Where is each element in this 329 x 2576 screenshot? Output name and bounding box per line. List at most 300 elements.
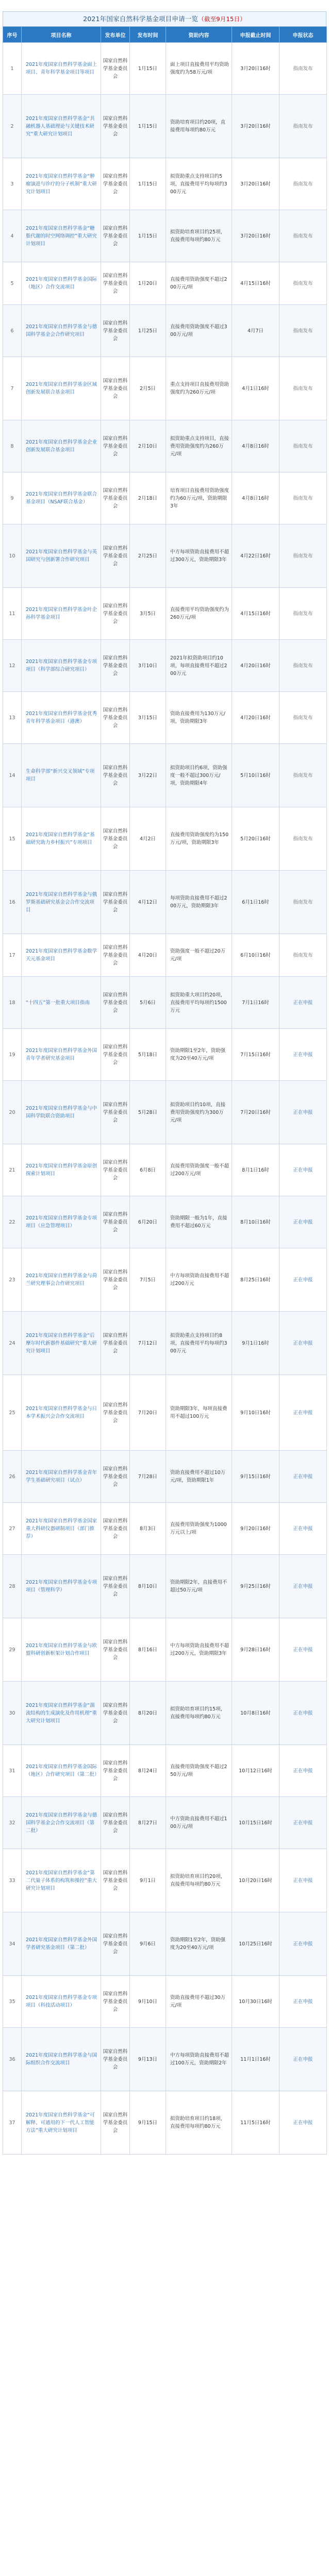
table-row bbox=[3, 871, 327, 934]
row-project-name[interactable]: 2021年度国家自然科学基金原创探索计划项目 bbox=[22, 1144, 101, 1196]
row-funding-content: 资助强度一般不超过20万元/项 bbox=[166, 934, 232, 977]
row-project-name[interactable]: 2021年度国家自然科学基金国家重大科研仪器研制项目（部门推荐） bbox=[22, 1503, 101, 1555]
table-title-note: （截至9月15日） bbox=[198, 15, 246, 23]
table-row bbox=[3, 1248, 327, 1312]
row-project-name[interactable]: 2021年度国家自然科学基金区域创新发展联合基金项目 bbox=[22, 357, 101, 420]
row-status: 正在申报 bbox=[279, 1312, 327, 1375]
row-status: 正在申报 bbox=[279, 1248, 327, 1312]
header-publish-date: 发布时间 bbox=[130, 27, 166, 43]
row-publish-date: 2月25日 bbox=[130, 524, 166, 588]
row-status: 正在申报 bbox=[279, 1503, 327, 1555]
row-deadline: 10月15日16时 bbox=[232, 1797, 279, 1849]
row-deadline: 10月25日16时 bbox=[232, 1912, 279, 1976]
row-publish-date: 1月15日 bbox=[130, 43, 166, 95]
row-index: 16 bbox=[3, 871, 22, 934]
row-deadline: 4月8日16时 bbox=[232, 420, 279, 472]
row-funding-content: 重点支持项目直接费用资助强度约为260万元/项 bbox=[166, 357, 232, 420]
row-publish-date: 1月15日 bbox=[130, 158, 166, 210]
row-funding-content: 拟资助项目约10项，直接费用资助强度约为300万元/项 bbox=[166, 1081, 232, 1144]
row-funding-content: 拟资助重点支持项目，直接费用资助强度约为260万元/项 bbox=[166, 420, 232, 472]
row-project-name[interactable]: 2021年度国家自然科学基金与国际组织合作交流项目 bbox=[22, 2028, 101, 2091]
row-issuer: 国家自然科学基金委员会 bbox=[101, 305, 130, 357]
row-funding-content: 直接费用资助强度不超过250万元/项 bbox=[166, 1745, 232, 1797]
row-status: 正在申报 bbox=[279, 1912, 327, 1976]
row-publish-date: 8月24日 bbox=[130, 1745, 166, 1797]
row-index: 8 bbox=[3, 420, 22, 472]
funding-table bbox=[3, 26, 327, 2155]
row-issuer: 国家自然科学基金委员会 bbox=[101, 357, 130, 420]
row-deadline: 8月1日16时 bbox=[232, 1144, 279, 1196]
row-publish-date: 9月13日 bbox=[130, 2028, 166, 2091]
row-index: 24 bbox=[3, 1312, 22, 1375]
table-row bbox=[3, 472, 327, 524]
row-funding-content: 资助期限1至2年，资助强度为20至40万元/项 bbox=[166, 1029, 232, 1081]
row-index: 19 bbox=[3, 1029, 22, 1081]
row-status: 正在申报 bbox=[279, 1555, 327, 1618]
row-funding-content: 拟资助重点支持项目约8项，直接费用平均每项约300万元 bbox=[166, 1312, 232, 1375]
row-deadline: 4月15日16时 bbox=[232, 262, 279, 305]
row-index: 13 bbox=[3, 692, 22, 744]
row-status: 指南发布 bbox=[279, 357, 327, 420]
table-title bbox=[3, 11, 326, 26]
row-deadline: 4月1日16时 bbox=[232, 357, 279, 420]
row-deadline: 3月20日16时 bbox=[232, 95, 279, 158]
table-row bbox=[3, 524, 327, 588]
row-status: 正在申报 bbox=[279, 1029, 327, 1081]
row-issuer: 国家自然科学基金委员会 bbox=[101, 1081, 130, 1144]
table-row bbox=[3, 420, 327, 472]
row-issuer: 国家自然科学基金委员会 bbox=[101, 472, 130, 524]
row-issuer: 国家自然科学基金委员会 bbox=[101, 1144, 130, 1196]
table-row bbox=[3, 1976, 327, 2028]
row-publish-date: 1月25日 bbox=[130, 305, 166, 357]
row-funding-content: 中方每项资助直接费用不超过300万元，资助期限3年 bbox=[166, 524, 232, 588]
row-funding-content: 拟资助培育项目约20项，直接费用每项约80万元 bbox=[166, 1849, 232, 1912]
row-project-name[interactable]: 2021年度国家自然科学基金“糖脂代谢的时空网络调控”重大研究计划项目 bbox=[22, 210, 101, 262]
row-deadline: 4月8日16时 bbox=[232, 472, 279, 524]
table-row bbox=[3, 2091, 327, 2155]
table-row bbox=[3, 210, 327, 262]
row-project-name[interactable]: 2021年度国家自然科学基金与日本学术振兴会合作交流项目 bbox=[22, 1375, 101, 1451]
row-index: 35 bbox=[3, 1976, 22, 2028]
row-project-name[interactable]: 2021年度国家自然科学基金“基础研究助力乡村振兴”专项项目 bbox=[22, 807, 101, 871]
row-index: 20 bbox=[3, 1081, 22, 1144]
row-publish-date: 3月15日 bbox=[130, 692, 166, 744]
row-project-name[interactable]: 2021年度国家自然科学基金国际（地区）合作研究项目（第二批） bbox=[22, 1745, 101, 1797]
row-funding-content: 直接费用资助强度不超过300万元/项 bbox=[166, 305, 232, 357]
row-publish-date: 2月5日 bbox=[130, 357, 166, 420]
row-index: 30 bbox=[3, 1682, 22, 1745]
row-project-name[interactable]: 2021年度国家自然科学基金与德国科学基金会合作交流项目（第二批） bbox=[22, 1797, 101, 1849]
row-project-name[interactable]: 2021年度国家自然科学基金“肿瘤演进与诊疗的分子机制”重大研究计划项目 bbox=[22, 158, 101, 210]
row-funding-content: 中方资助直接费用不超过100万元/项 bbox=[166, 1797, 232, 1849]
row-status: 正在申报 bbox=[279, 1081, 327, 1144]
row-issuer: 国家自然科学基金委员会 bbox=[101, 807, 130, 871]
row-issuer: 国家自然科学基金委员会 bbox=[101, 2028, 130, 2091]
row-publish-date: 4月20日 bbox=[130, 934, 166, 977]
row-deadline: 4月7日 bbox=[232, 305, 279, 357]
row-funding-content: 拟资助培育项目约18项，直接费用每项约80万元 bbox=[166, 2091, 232, 2155]
row-deadline: 4月22日16时 bbox=[232, 524, 279, 588]
header-deadline: 申报截止时间 bbox=[232, 27, 279, 43]
row-project-name[interactable]: 2021年度国家自然科学基金与荷兰研究理事会合作研究项目 bbox=[22, 1248, 101, 1312]
table-row bbox=[3, 262, 327, 305]
row-issuer: 国家自然科学基金委员会 bbox=[101, 871, 130, 934]
table-row bbox=[3, 357, 327, 420]
row-publish-date: 5月18日 bbox=[130, 1029, 166, 1081]
row-publish-date: 9月15日 bbox=[130, 2091, 166, 2155]
row-index: 2 bbox=[3, 95, 22, 158]
row-status: 指南发布 bbox=[279, 95, 327, 158]
row-index: 21 bbox=[3, 1144, 22, 1196]
row-issuer: 国家自然科学基金委员会 bbox=[101, 262, 130, 305]
row-deadline: 5月10日16时 bbox=[232, 744, 279, 807]
row-project-name[interactable]: 2021年度国家自然科学基金“第二代量子体系的构筑和操控”重大研究计划项目 bbox=[22, 1849, 101, 1912]
row-index: 26 bbox=[3, 1451, 22, 1503]
row-deadline: 3月20日16时 bbox=[232, 43, 279, 95]
table-row bbox=[3, 1618, 327, 1682]
table-row bbox=[3, 588, 327, 640]
header-funding-content: 资助内容 bbox=[166, 27, 232, 43]
row-publish-date: 2月10日 bbox=[130, 420, 166, 472]
row-project-name[interactable]: 2021年度国家自然科学基金“可解释、可通用的下一代人工智能方法”重大研究计划项目 bbox=[22, 2091, 101, 2155]
row-issuer: 国家自然科学基金委员会 bbox=[101, 744, 130, 807]
row-issuer: 国家自然科学基金委员会 bbox=[101, 1503, 130, 1555]
row-index: 7 bbox=[3, 357, 22, 420]
row-project-name[interactable]: 2021年度国家自然科学基金企业创新发展联合基金项目 bbox=[22, 420, 101, 472]
row-funding-content: 拟资助重大项目约20项，直接费用平均每项约1500万元 bbox=[166, 977, 232, 1029]
row-status: 指南发布 bbox=[279, 472, 327, 524]
header-status: 申报状态 bbox=[279, 27, 327, 43]
row-status: 指南发布 bbox=[279, 262, 327, 305]
row-publish-date: 1月15日 bbox=[130, 210, 166, 262]
row-deadline: 10月30日16时 bbox=[232, 1976, 279, 2028]
row-issuer: 国家自然科学基金委员会 bbox=[101, 588, 130, 640]
table-row bbox=[3, 2028, 327, 2091]
row-publish-date: 1月15日 bbox=[130, 95, 166, 158]
row-issuer: 国家自然科学基金委员会 bbox=[101, 420, 130, 472]
row-status: 指南发布 bbox=[279, 524, 327, 588]
row-status: 指南发布 bbox=[279, 210, 327, 262]
row-publish-date: 4月12日 bbox=[130, 871, 166, 934]
row-index: 27 bbox=[3, 1503, 22, 1555]
row-issuer: 国家自然科学基金委员会 bbox=[101, 1682, 130, 1745]
table-row bbox=[3, 934, 327, 977]
table-row bbox=[3, 305, 327, 357]
row-index: 37 bbox=[3, 2091, 22, 2155]
row-deadline: 7月1日16时 bbox=[232, 977, 279, 1029]
row-issuer: 国家自然科学基金委员会 bbox=[101, 210, 130, 262]
row-issuer: 国家自然科学基金委员会 bbox=[101, 1375, 130, 1451]
row-issuer: 国家自然科学基金委员会 bbox=[101, 1312, 130, 1375]
row-status: 正在申报 bbox=[279, 1797, 327, 1849]
row-issuer: 国家自然科学基金委员会 bbox=[101, 1196, 130, 1248]
row-funding-content: 中方每项资助直接费用不超过100万元，资助期限2年 bbox=[166, 2028, 232, 2091]
row-index: 32 bbox=[3, 1797, 22, 1849]
row-status: 指南发布 bbox=[279, 588, 327, 640]
row-project-name[interactable]: 2021年度国家自然科学基金专项项目（科学部综合研究项目） bbox=[22, 640, 101, 692]
row-project-name[interactable]: 2021年度国家自然科学基金外国青年学者研究基金项目 bbox=[22, 1029, 101, 1081]
row-deadline: 8月10日16时 bbox=[232, 1196, 279, 1248]
row-index: 29 bbox=[3, 1618, 22, 1682]
row-funding-content: 资助直接费用不超过30万元/项 bbox=[166, 1976, 232, 2028]
row-project-name[interactable]: 2021年度国家自然科学基金与德国科学基金会合作研究项目 bbox=[22, 305, 101, 357]
page bbox=[3, 0, 326, 2160]
row-project-name[interactable]: 2021年度国家自然科学基金优秀青年科学基金项目（港澳） bbox=[22, 692, 101, 744]
table-row bbox=[3, 1312, 327, 1375]
row-project-name[interactable]: 2021年度国家自然科学基金与俄罗斯基础研究基金会合作交流项目 bbox=[22, 871, 101, 934]
row-status: 指南发布 bbox=[279, 305, 327, 357]
row-funding-content: 直接费用资助强度为1000万元以上/项 bbox=[166, 1503, 232, 1555]
row-publish-date: 3月10日 bbox=[130, 640, 166, 692]
row-project-name[interactable]: 2021年度国家自然科学基金数学天元基金项目 bbox=[22, 934, 101, 977]
row-issuer: 国家自然科学基金委员会 bbox=[101, 43, 130, 95]
row-publish-date: 5月28日 bbox=[130, 1081, 166, 1144]
table-row bbox=[3, 640, 327, 692]
row-issuer: 国家自然科学基金委员会 bbox=[101, 524, 130, 588]
row-status: 正在申报 bbox=[279, 1618, 327, 1682]
row-publish-date: 9月6日 bbox=[130, 1912, 166, 1976]
table-row bbox=[3, 692, 327, 744]
row-issuer: 国家自然科学基金委员会 bbox=[101, 1745, 130, 1797]
row-project-name[interactable]: 2021年度国家自然科学基金国际（地区）合作交流项目 bbox=[22, 262, 101, 305]
row-funding-content: 拟资助重点支持项目约5项，直接费用平均每项约300万元 bbox=[166, 158, 232, 210]
row-issuer: 国家自然科学基金委员会 bbox=[101, 95, 130, 158]
row-deadline: 4月20日16时 bbox=[232, 692, 279, 744]
row-index: 4 bbox=[3, 210, 22, 262]
row-issuer: 国家自然科学基金委员会 bbox=[101, 977, 130, 1029]
row-deadline: 11月5日16时 bbox=[232, 2091, 279, 2155]
row-deadline: 9月25日16时 bbox=[232, 1555, 279, 1618]
row-status: 指南发布 bbox=[279, 420, 327, 472]
row-deadline: 6月1日16时 bbox=[232, 871, 279, 934]
row-publish-date: 5月6日 bbox=[130, 977, 166, 1029]
table-row bbox=[3, 1682, 327, 1745]
row-deadline: 4月20日16时 bbox=[232, 640, 279, 692]
row-funding-content: 资助直接费用不超过10万元/项，资助期限1年 bbox=[166, 1451, 232, 1503]
row-funding-content: 资助培育项目约20项，直接费用每项约80万元 bbox=[166, 95, 232, 158]
table-row bbox=[3, 1503, 327, 1555]
row-index: 34 bbox=[3, 1912, 22, 1976]
row-deadline: 7月15日16时 bbox=[232, 1029, 279, 1081]
row-project-name[interactable]: 2021年度国家自然科学基金与中国科学院联合资助项目 bbox=[22, 1081, 101, 1144]
table-row bbox=[3, 1144, 327, 1196]
row-deadline: 10月20日16时 bbox=[232, 1849, 279, 1912]
table-row bbox=[3, 43, 327, 95]
row-issuer: 国家自然科学基金委员会 bbox=[101, 640, 130, 692]
table-header-row bbox=[3, 27, 327, 43]
row-deadline: 5月20日16时 bbox=[232, 807, 279, 871]
row-issuer: 国家自然科学基金委员会 bbox=[101, 1248, 130, 1312]
row-issuer: 国家自然科学基金委员会 bbox=[101, 1451, 130, 1503]
row-index: 5 bbox=[3, 262, 22, 305]
row-project-name[interactable]: 2021年度国家自然科学基金联合基金项目（NSAF联合基金） bbox=[22, 472, 101, 524]
row-deadline: 3月20日16时 bbox=[232, 210, 279, 262]
row-funding-content: 拟资助培育项目约25项，直接费用每项约80万元 bbox=[166, 210, 232, 262]
row-issuer: 国家自然科学基金委员会 bbox=[101, 1976, 130, 2028]
row-funding-content: 直接费用平均资助强度约为260万元/项 bbox=[166, 588, 232, 640]
row-publish-date: 4月2日 bbox=[130, 807, 166, 871]
row-publish-date: 8月10日 bbox=[130, 1555, 166, 1618]
row-publish-date: 8月16日 bbox=[130, 1618, 166, 1682]
row-index: 10 bbox=[3, 524, 22, 588]
row-index: 14 bbox=[3, 744, 22, 807]
row-deadline: 6月10日16时 bbox=[232, 934, 279, 977]
table-row bbox=[3, 807, 327, 871]
row-status: 正在申报 bbox=[279, 1144, 327, 1196]
row-project-name[interactable]: 生命科学部“新兴交叉领域”专项项目 bbox=[22, 744, 101, 807]
row-funding-content: 2021年拟资助项目约10项，每项直接费用不超过200万元 bbox=[166, 640, 232, 692]
row-funding-content: 面上项目直接费用平均资助强度约为58万元/项 bbox=[166, 43, 232, 95]
row-issuer: 国家自然科学基金委员会 bbox=[101, 692, 130, 744]
row-status: 正在申报 bbox=[279, 1849, 327, 1912]
row-publish-date: 3月5日 bbox=[130, 588, 166, 640]
row-publish-date: 8月3日 bbox=[130, 1503, 166, 1555]
row-project-name[interactable]: 2021年度国家自然科学基金面上项目、青年科学基金项目等项目 bbox=[22, 43, 101, 95]
row-deadline: 10月12日16时 bbox=[232, 1745, 279, 1797]
row-funding-content: 每项资助直接费用不超过200万元，资助期限3年 bbox=[166, 871, 232, 934]
row-funding-content: 中方每项资助直接费用不超过200万元，资助期限3年 bbox=[166, 1618, 232, 1682]
row-status: 指南发布 bbox=[279, 692, 327, 744]
table-row bbox=[3, 158, 327, 210]
table-row bbox=[3, 1081, 327, 1144]
row-funding-content: 直接费用资助强度约为150万元/项，资助期限3年 bbox=[166, 807, 232, 871]
row-status: 正在申报 bbox=[279, 1375, 327, 1451]
row-project-name[interactable]: 2021年度国家自然科学基金叶企孙科学基金项目 bbox=[22, 588, 101, 640]
row-status: 正在申报 bbox=[279, 1682, 327, 1745]
row-status: 正在申报 bbox=[279, 2091, 327, 2155]
row-status: 指南发布 bbox=[279, 640, 327, 692]
row-project-name[interactable]: 2021年度国家自然科学基金外国学者研究基金项目（第二批） bbox=[22, 1912, 101, 1976]
row-project-name[interactable]: 2021年度国家自然科学基金专项项目（应急管理项目） bbox=[22, 1196, 101, 1248]
table-row bbox=[3, 1849, 327, 1912]
table-row bbox=[3, 1745, 327, 1797]
row-issuer: 国家自然科学基金委员会 bbox=[101, 1849, 130, 1912]
row-project-name[interactable]: 2021年度国家自然科学基金青年学生基础研究项目（试点） bbox=[22, 1451, 101, 1503]
row-issuer: 国家自然科学基金委员会 bbox=[101, 158, 130, 210]
row-index: 28 bbox=[3, 1555, 22, 1618]
table-row bbox=[3, 1797, 327, 1849]
table-row bbox=[3, 1912, 327, 1976]
row-deadline: 10月8日16时 bbox=[232, 1682, 279, 1745]
table-row bbox=[3, 1451, 327, 1503]
table-row bbox=[3, 1555, 327, 1618]
row-project-name[interactable]: 2021年度国家自然科学基金专项项目（管理科学） bbox=[22, 1555, 101, 1618]
row-status: 指南发布 bbox=[279, 871, 327, 934]
row-status: 正在申报 bbox=[279, 1976, 327, 2028]
row-index: 18 bbox=[3, 977, 22, 1029]
row-status: 正在申报 bbox=[279, 1451, 327, 1503]
row-funding-content: 资助期限一般为1年，直接费用不超过60万元 bbox=[166, 1196, 232, 1248]
row-publish-date: 3月22日 bbox=[130, 744, 166, 807]
row-deadline: 11月1日16时 bbox=[232, 2028, 279, 2091]
row-index: 3 bbox=[3, 158, 22, 210]
row-project-name[interactable]: 2021年度国家自然科学基金专项项目（科技活动项目） bbox=[22, 1976, 101, 2028]
row-deadline: 7月20日16时 bbox=[232, 1081, 279, 1144]
row-index: 31 bbox=[3, 1745, 22, 1797]
row-project-name[interactable]: 2021年度国家自然科学基金与欧盟科研创新框架计划合作项目 bbox=[22, 1618, 101, 1682]
row-status: 指南发布 bbox=[279, 744, 327, 807]
row-publish-date: 7月12日 bbox=[130, 1312, 166, 1375]
row-status: 正在申报 bbox=[279, 977, 327, 1029]
table-row bbox=[3, 744, 327, 807]
row-funding-content: 中方每项资助直接费用不超过200万元 bbox=[166, 1248, 232, 1312]
row-project-name[interactable]: 2021年度国家自然科学基金“后摩尔时代新器件基础研究”重大研究计划项目 bbox=[22, 1312, 101, 1375]
table-row bbox=[3, 977, 327, 1029]
row-issuer: 国家自然科学基金委员会 bbox=[101, 1555, 130, 1618]
row-index: 6 bbox=[3, 305, 22, 357]
row-issuer: 国家自然科学基金委员会 bbox=[101, 1618, 130, 1682]
row-publish-date: 8月20日 bbox=[130, 1682, 166, 1745]
row-publish-date: 1月20日 bbox=[130, 262, 166, 305]
row-status: 指南发布 bbox=[279, 43, 327, 95]
row-deadline: 9月20日16时 bbox=[232, 1503, 279, 1555]
table-body bbox=[3, 43, 327, 2155]
row-funding-content: 资助直接费用为130万元/项，资助期限3年 bbox=[166, 692, 232, 744]
row-status: 指南发布 bbox=[279, 934, 327, 977]
row-funding-content: 直接费用资助强度不超过200万元/项 bbox=[166, 262, 232, 305]
row-deadline: 8月25日16时 bbox=[232, 1248, 279, 1312]
row-index: 17 bbox=[3, 934, 22, 977]
row-issuer: 国家自然科学基金委员会 bbox=[101, 934, 130, 977]
row-index: 33 bbox=[3, 1849, 22, 1912]
row-deadline: 9月1日16时 bbox=[232, 1312, 279, 1375]
row-publish-date: 9月10日 bbox=[130, 1976, 166, 2028]
row-project-name[interactable]: 2021年度国家自然科学基金“湍流结构的生成演化及作用机理”重大研究计划项目 bbox=[22, 1682, 101, 1745]
row-publish-date: 8月27日 bbox=[130, 1797, 166, 1849]
row-publish-date: 9月1日 bbox=[130, 1849, 166, 1912]
row-status: 指南发布 bbox=[279, 807, 327, 871]
row-publish-date: 6月20日 bbox=[130, 1196, 166, 1248]
row-deadline: 9月15日16时 bbox=[232, 1451, 279, 1503]
row-issuer: 国家自然科学基金委员会 bbox=[101, 1912, 130, 1976]
row-issuer: 国家自然科学基金委员会 bbox=[101, 1029, 130, 1081]
row-publish-date: 6月8日 bbox=[130, 1144, 166, 1196]
header-index: 序号 bbox=[3, 27, 22, 43]
table-row bbox=[3, 1196, 327, 1248]
table-title-text: 2021年国家自然科学基金项目申请一览 bbox=[83, 15, 199, 23]
row-index: 15 bbox=[3, 807, 22, 871]
table-row bbox=[3, 1029, 327, 1081]
row-index: 22 bbox=[3, 1196, 22, 1248]
row-funding-content: 资助期限2年，直接费用不超过50万元/项 bbox=[166, 1555, 232, 1618]
row-issuer: 国家自然科学基金委员会 bbox=[101, 2091, 130, 2155]
row-project-name[interactable]: 2021年度国家自然科学基金“共融机器人基础理论与关键技术研究”重大研究计划项目 bbox=[22, 95, 101, 158]
row-index: 1 bbox=[3, 43, 22, 95]
row-index: 36 bbox=[3, 2028, 22, 2091]
row-deadline: 9月28日16时 bbox=[232, 1618, 279, 1682]
row-project-name[interactable]: “十四五”第一批重大项目指南 bbox=[22, 977, 101, 1029]
row-status: 正在申报 bbox=[279, 1196, 327, 1248]
row-index: 11 bbox=[3, 588, 22, 640]
row-index: 9 bbox=[3, 472, 22, 524]
row-publish-date: 7月28日 bbox=[130, 1451, 166, 1503]
row-funding-content: 培育项目直接费用资助强度约为60万元/项，资助期限3年 bbox=[166, 472, 232, 524]
row-index: 25 bbox=[3, 1375, 22, 1451]
header-project-name: 项目名称 bbox=[22, 27, 101, 43]
table-row bbox=[3, 1375, 327, 1451]
row-status: 指南发布 bbox=[279, 158, 327, 210]
row-funding-content: 资助期限3年，每项直接费用不超过100万元 bbox=[166, 1375, 232, 1451]
row-project-name[interactable]: 2021年度国家自然科学基金与英国研究与创新署合作研究项目 bbox=[22, 524, 101, 588]
row-index: 23 bbox=[3, 1248, 22, 1312]
row-status: 正在申报 bbox=[279, 2028, 327, 2091]
row-deadline: 3月20日16时 bbox=[232, 158, 279, 210]
row-publish-date: 2月18日 bbox=[130, 472, 166, 524]
row-issuer: 国家自然科学基金委员会 bbox=[101, 1797, 130, 1849]
row-publish-date: 7月5日 bbox=[130, 1248, 166, 1312]
row-deadline: 9月10日16时 bbox=[232, 1375, 279, 1451]
